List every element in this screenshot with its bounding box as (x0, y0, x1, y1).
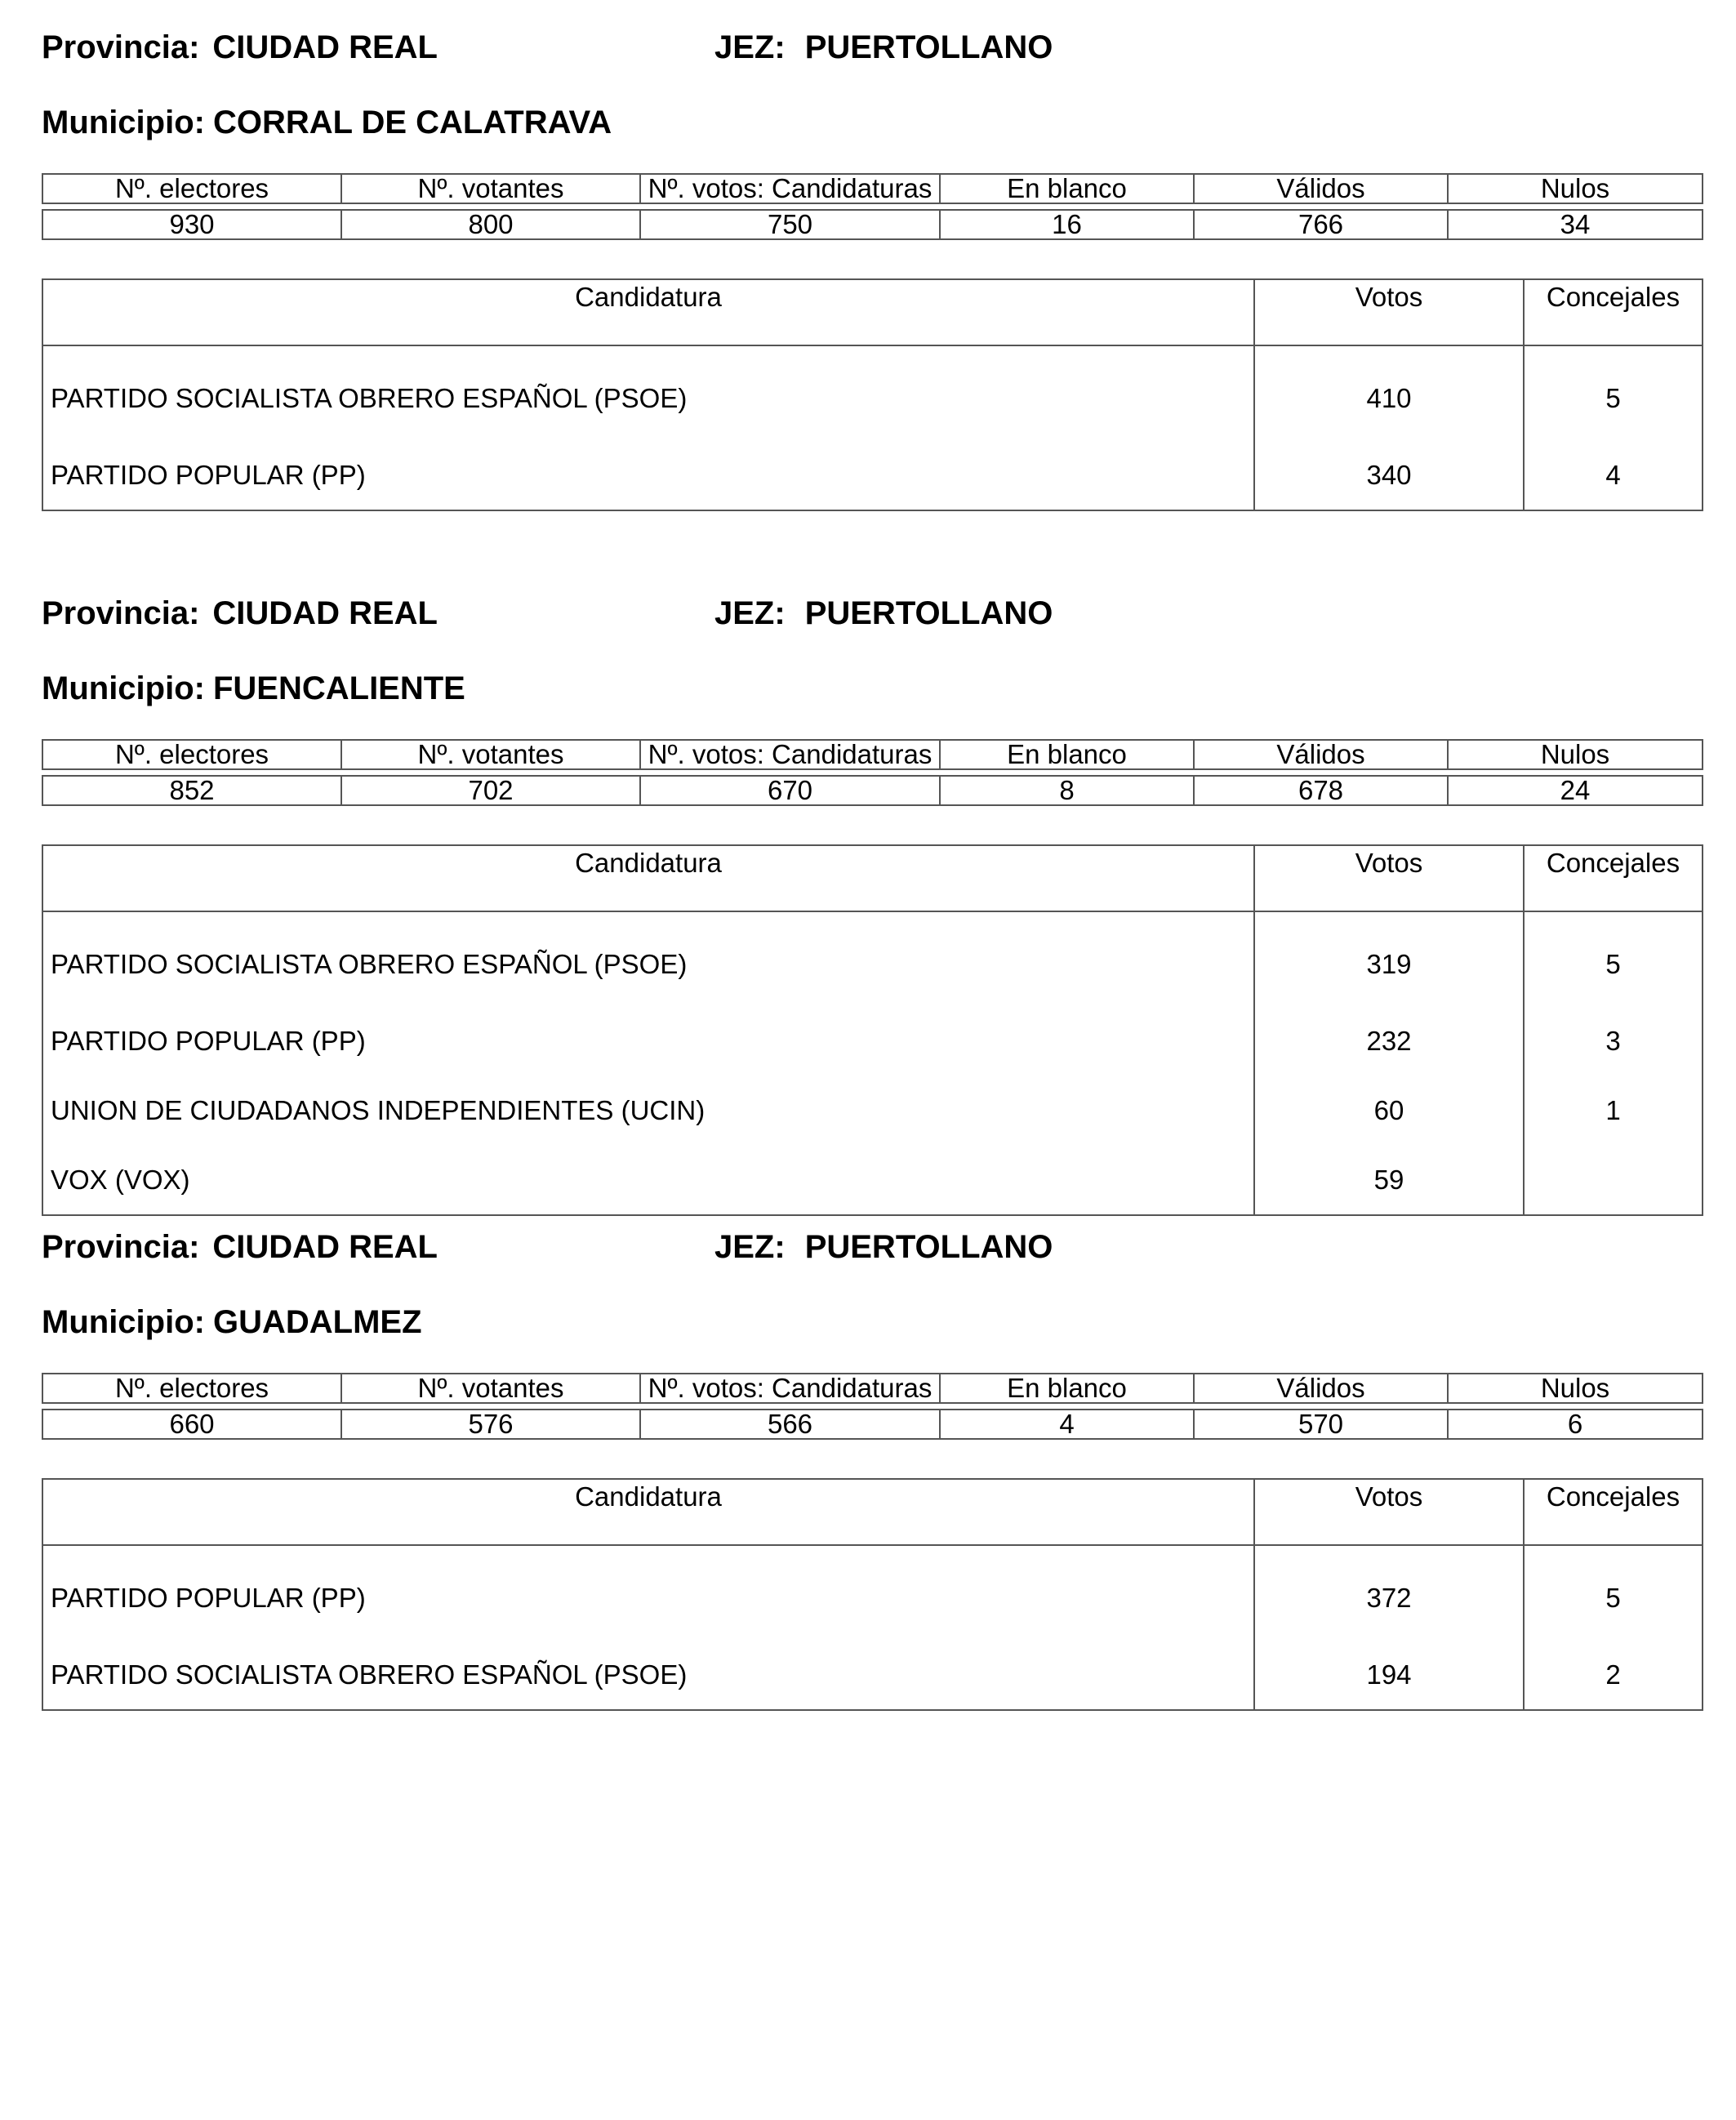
stats-header-nulos: Nulos (1448, 740, 1703, 769)
municipio-label: Municipio: (42, 670, 205, 706)
stats-table (42, 739, 1703, 806)
candidaturas-table (42, 1478, 1703, 1711)
candidatura-concejales (1524, 1145, 1703, 1215)
candidatura-votos: 232 (1254, 1006, 1524, 1076)
municipio-value: GUADALMEZ (212, 1304, 422, 1340)
jez-line (714, 594, 1053, 633)
candidatura-name: PARTIDO SOCIALISTA OBRERO ESPAÑOL (PSOE) (51, 383, 688, 413)
candidatura-header: Candidatura (42, 279, 1254, 345)
stats-value-validos: 570 (1194, 1410, 1448, 1439)
stats-value-votantes: 702 (341, 776, 640, 805)
candidatura-concejales: 5 (1524, 911, 1703, 1006)
candidaturas-table (42, 844, 1703, 1216)
jez-label: JEZ: (714, 1229, 786, 1265)
jez-label: JEZ: (714, 29, 786, 65)
provincia-value: CIUDAD REAL (212, 1229, 438, 1265)
provincia-label: Provincia: (42, 1229, 200, 1265)
provincia-line (42, 28, 438, 67)
stats-header-votantes: Nº. votantes (341, 174, 640, 203)
provincia-value: CIUDAD REAL (212, 29, 438, 65)
jez-line (714, 28, 1053, 67)
candidatura-name: PARTIDO SOCIALISTA OBRERO ESPAÑOL (PSOE) (51, 949, 688, 979)
candidatura-votos: 194 (1254, 1640, 1524, 1710)
table-row (42, 345, 1703, 440)
candidaturas-header-row (42, 1479, 1703, 1545)
stats-value-votos-candidaturas: 750 (640, 210, 940, 239)
municipio-label: Municipio: (42, 1304, 205, 1340)
stats-value-validos: 766 (1194, 210, 1448, 239)
stats-header-en-blanco: En blanco (940, 1374, 1194, 1403)
stats-header-electores: Nº. electores (42, 174, 341, 203)
stats-header-electores: Nº. electores (42, 740, 341, 769)
municipio-line (42, 1303, 422, 1342)
provincia-line (42, 594, 438, 633)
stats-header-validos: Válidos (1194, 174, 1448, 203)
municipio-line (42, 669, 465, 708)
stats-header-nulos: Nulos (1448, 1374, 1703, 1403)
municipio-label: Municipio: (42, 105, 205, 140)
stats-value-en-blanco: 8 (940, 776, 1194, 805)
stats-value-validos: 678 (1194, 776, 1448, 805)
jez-line (714, 1227, 1053, 1267)
table-row (42, 911, 1703, 1006)
stats-header-votantes: Nº. votantes (341, 740, 640, 769)
jez-value: PUERTOLLANO (804, 29, 1053, 65)
candidatura-votos: 410 (1254, 345, 1524, 440)
stats-header-en-blanco: En blanco (940, 740, 1194, 769)
municipio-value: CORRAL DE CALATRAVA (212, 105, 612, 140)
provincia-label: Provincia: (42, 29, 200, 65)
stats-value-votantes: 576 (341, 1410, 640, 1439)
candidatura-name: PARTIDO POPULAR (PP) (51, 459, 366, 490)
stats-header-votos-candidaturas: Nº. votos: Candidaturas (640, 1374, 940, 1403)
table-row (42, 1145, 1703, 1215)
stats-value-electores: 852 (42, 776, 341, 805)
votos-header: Votos (1254, 845, 1524, 911)
stats-header-en-blanco: En blanco (940, 174, 1194, 203)
stats-value-votos-candidaturas: 566 (640, 1410, 940, 1439)
candidatura-concejales: 5 (1524, 1545, 1703, 1640)
votos-header: Votos (1254, 1479, 1524, 1545)
stats-header-row (42, 740, 1703, 769)
candidaturas-table (42, 278, 1703, 511)
jez-value: PUERTOLLANO (804, 595, 1053, 631)
table-row (42, 1006, 1703, 1076)
candidatura-concejales: 5 (1524, 345, 1703, 440)
candidatura-name: PARTIDO POPULAR (PP) (51, 1025, 366, 1056)
candidatura-concejales: 4 (1524, 440, 1703, 510)
stats-value-votos-candidaturas: 670 (640, 776, 940, 805)
stats-value-row (42, 1410, 1703, 1439)
votos-header: Votos (1254, 279, 1524, 345)
candidatura-header: Candidatura (42, 845, 1254, 911)
stats-header-electores: Nº. electores (42, 1374, 341, 1403)
stats-header-row (42, 174, 1703, 203)
stats-value-en-blanco: 4 (940, 1410, 1194, 1439)
candidatura-name: UNION DE CIUDADANOS INDEPENDIENTES (UCIN) (51, 1094, 706, 1125)
table-row (42, 1076, 1703, 1145)
stats-header-validos: Válidos (1194, 1374, 1448, 1403)
provincia-label: Provincia: (42, 595, 200, 631)
stats-table (42, 1373, 1703, 1440)
candidatura-votos: 319 (1254, 911, 1524, 1006)
candidaturas-header-row (42, 279, 1703, 345)
stats-value-electores: 660 (42, 1410, 341, 1439)
table-row (42, 1640, 1703, 1710)
candidatura-votos: 372 (1254, 1545, 1524, 1640)
stats-value-nulos: 24 (1448, 776, 1703, 805)
municipio-value: FUENCALIENTE (212, 670, 465, 706)
stats-value-nulos: 6 (1448, 1410, 1703, 1439)
stats-value-row (42, 776, 1703, 805)
candidatura-votos: 59 (1254, 1145, 1524, 1215)
stats-header-votantes: Nº. votantes (341, 1374, 640, 1403)
candidatura-votos: 60 (1254, 1076, 1524, 1145)
concejales-header: Concejales (1524, 845, 1703, 911)
table-row (42, 1545, 1703, 1640)
stats-header-row (42, 1374, 1703, 1403)
candidatura-votos: 340 (1254, 440, 1524, 510)
jez-label: JEZ: (714, 595, 786, 631)
concejales-header: Concejales (1524, 1479, 1703, 1545)
stats-header-votos-candidaturas: Nº. votos: Candidaturas (640, 174, 940, 203)
stats-header-votos-candidaturas: Nº. votos: Candidaturas (640, 740, 940, 769)
candidaturas-header-row (42, 845, 1703, 911)
table-row (42, 440, 1703, 510)
provincia-line (42, 1227, 438, 1267)
candidatura-name: PARTIDO SOCIALISTA OBRERO ESPAÑOL (PSOE) (51, 1659, 688, 1690)
provincia-value: CIUDAD REAL (212, 595, 438, 631)
stats-header-nulos: Nulos (1448, 174, 1703, 203)
stats-value-electores: 930 (42, 210, 341, 239)
jez-value: PUERTOLLANO (804, 1229, 1053, 1265)
municipio-line (42, 103, 612, 142)
candidatura-name: VOX (VOX) (51, 1164, 190, 1195)
stats-value-row (42, 210, 1703, 239)
candidatura-concejales: 3 (1524, 1006, 1703, 1076)
stats-table (42, 173, 1703, 240)
candidatura-concejales: 2 (1524, 1640, 1703, 1710)
candidatura-header: Candidatura (42, 1479, 1254, 1545)
stats-value-en-blanco: 16 (940, 210, 1194, 239)
stats-value-votantes: 800 (341, 210, 640, 239)
candidatura-name: PARTIDO POPULAR (PP) (51, 1583, 366, 1613)
stats-header-validos: Válidos (1194, 740, 1448, 769)
stats-value-nulos: 34 (1448, 210, 1703, 239)
candidatura-concejales: 1 (1524, 1076, 1703, 1145)
concejales-header: Concejales (1524, 279, 1703, 345)
